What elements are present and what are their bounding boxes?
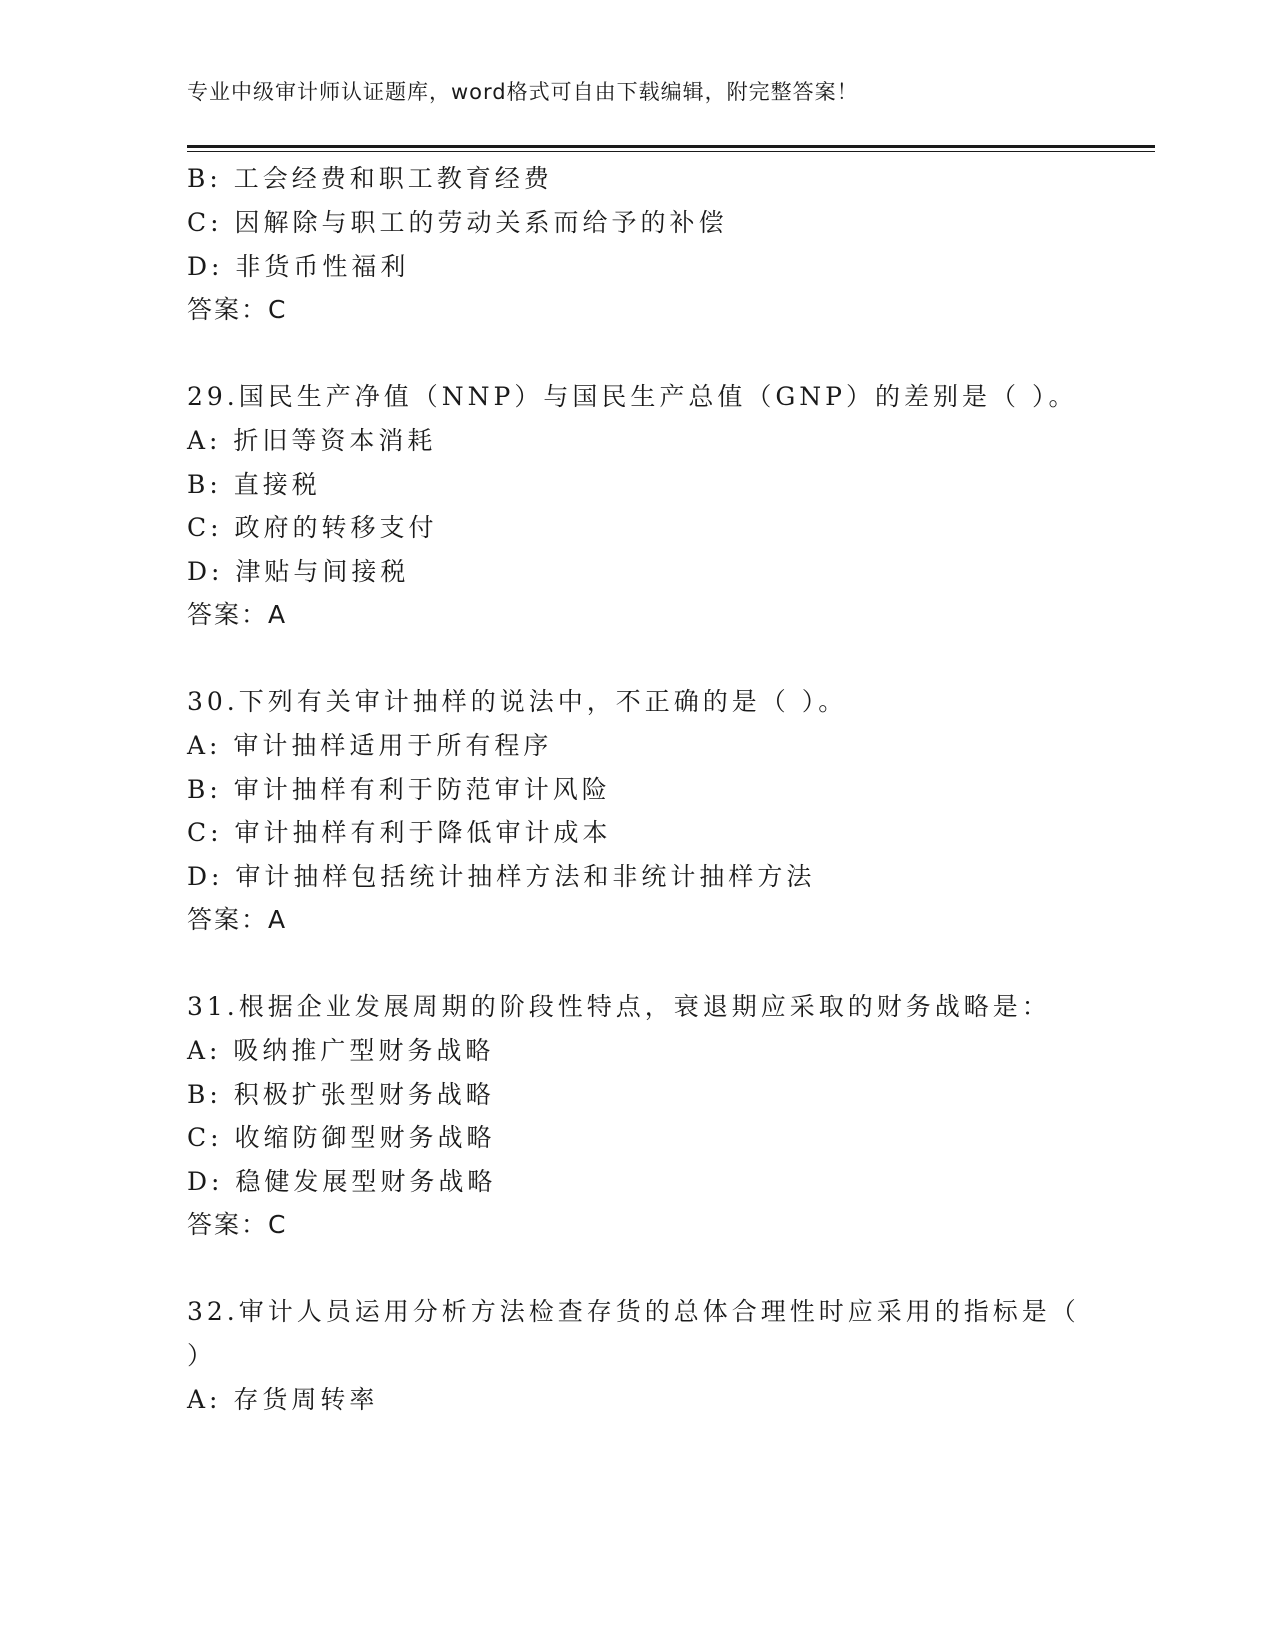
option-line: C: 收缩防御型财务战略: [187, 1123, 496, 1152]
answer-line: 答案：C: [187, 295, 288, 324]
option-line: A: 存货周转率: [187, 1385, 379, 1414]
option-line: C: 审计抽样有利于降低审计成本: [187, 818, 612, 847]
header-divider-thin: [187, 151, 1155, 152]
question-line: 30.下列有关审计抽样的说法中，不正确的是（ ）。: [187, 687, 848, 716]
option-line: B: 工会经费和职工教育经费: [187, 164, 553, 193]
option-line: A: 审计抽样适用于所有程序: [187, 731, 553, 760]
option-line: B: 直接税: [187, 470, 321, 499]
option-line: C: 政府的转移支付: [187, 513, 438, 542]
answer-line: 答案：A: [187, 600, 288, 629]
answer-line: 答案：C: [187, 1210, 288, 1239]
option-line: A: 折旧等资本消耗: [187, 426, 437, 455]
question-line-continued: ）: [187, 1341, 217, 1370]
page-header: 专业中级审计师认证题库，word格式可自由下载编辑，附完整答案！: [187, 80, 859, 104]
question-line: 32.审计人员运用分析方法检查存货的总体合理性时应采用的指标是（: [187, 1297, 1080, 1326]
option-line: C: 因解除与职工的劳动关系而给予的补偿: [187, 208, 728, 237]
option-line: B: 积极扩张型财务战略: [187, 1080, 495, 1109]
option-line: D: 津贴与间接税: [187, 557, 410, 586]
option-line: D: 稳健发展型财务战略: [187, 1167, 497, 1196]
option-line: D: 审计抽样包括统计抽样方法和非统计抽样方法: [187, 862, 816, 891]
question-line: 31.根据企业发展周期的阶段性特点，衰退期应采取的财务战略是：: [187, 992, 1051, 1021]
option-line: A: 吸纳推广型财务战略: [187, 1036, 495, 1065]
option-line: D: 非货币性福利: [187, 252, 410, 281]
header-divider: [187, 145, 1155, 148]
option-line: B: 审计抽样有利于防范审计风险: [187, 775, 611, 804]
question-line: 29.国民生产净值（NNP）与国民生产总值（GNP）的差别是（ ）。: [187, 382, 1078, 411]
answer-line: 答案：A: [187, 905, 288, 934]
